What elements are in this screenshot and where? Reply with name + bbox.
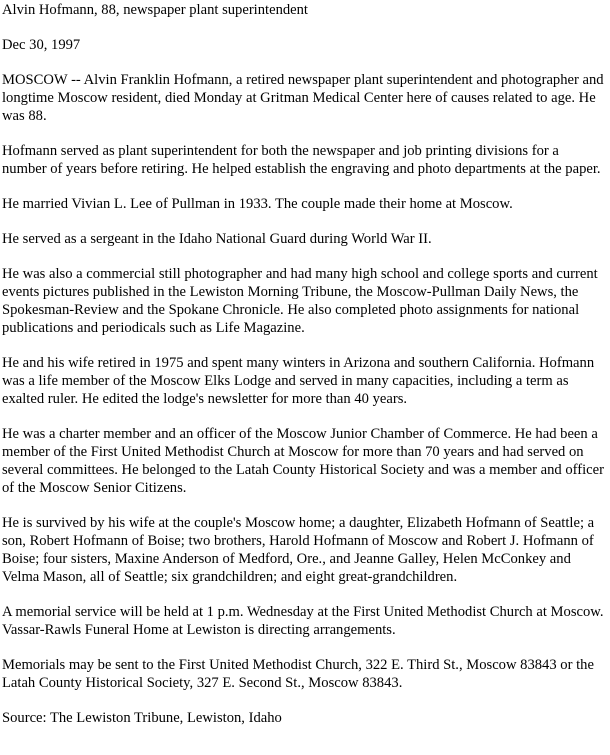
paragraph-military: He served as a sergeant in the Idaho National Guard during World War II. [2,231,432,247]
paragraph-marriage: He married Vivian L. Lee of Pullman in 1933. The couple made their home at Moscow. [2,196,513,212]
paragraph-death-notice: MOSCOW -- Alvin Franklin Hofmann, a retired newspaper plant superintendent and photographer and longtime Moscow resident, died Monday at Gritman Medical Center here of causes related to age. He was 88. [2,72,604,124]
paragraph-memberships: He was a charter member and an officer of the Moscow Junior Chamber of Commerce. He had been a member of the First United Methodist Church at Moscow for more than 70 years and had served on several committees. He belonged to the Latah County Historical Society and was a member and officer of the Moscow Senior Citizens. [2,426,604,496]
paragraph-memorials: Memorials may be sent to the First United Methodist Church, 322 E. Third St., Moscow 83843 or the Latah County Historical Society, 327 E. Second St., Moscow 83843. [2,657,594,691]
paragraph-survivors: He is survived by his wife at the couple's Moscow home; a daughter, Elizabeth Hofmann of Seattle; a son, Robert Hofmann of Boise; two brothers, Harold Hofmann of Moscow and Robert J. Hofmann of Boise; four sisters, Maxine Anderson of Medford, Ore., and Jeanne Galley, Helen McConkey and Velma Mason, all of Seattle; six grandchildren; and eight great-grandchildren. [2,515,595,585]
paragraph-photography: He was also a commercial still photographer and had many high school and college sports and current events pictures published in the Lewiston Morning Tribune, the Moscow-Pullman Daily News, the Spokesman-Review and the Spokane Chronicle. He also completed photo assignments for national publications and periodicals such as Life Magazine. [2,266,598,336]
obituary-document [2,1,606,727]
article-date: Dec 30, 1997 [2,37,81,53]
article-source: Source: The Lewiston Tribune, Lewiston, Idaho [2,710,282,726]
article-headline: Alvin Hofmann, 88, newspaper plant superintendent [2,2,308,18]
paragraph-career: Hofmann served as plant superintendent for both the newspaper and job printing divisions for a number of years before retiring. He helped establish the engraving and photo departments at the paper. [2,143,601,177]
paragraph-memorial-service: A memorial service will be held at 1 p.m. Wednesday at the First United Methodist Church at Moscow. Vassar-Rawls Funeral Home at Lewiston is directing arrangements. [2,604,604,638]
paragraph-retirement: He and his wife retired in 1975 and spent many winters in Arizona and southern California. Hofmann was a life member of the Moscow Elks Lodge and served in many capacities, including a term as exalted ruler. He edited the lodge's newsletter for more than 40 years. [2,355,595,407]
